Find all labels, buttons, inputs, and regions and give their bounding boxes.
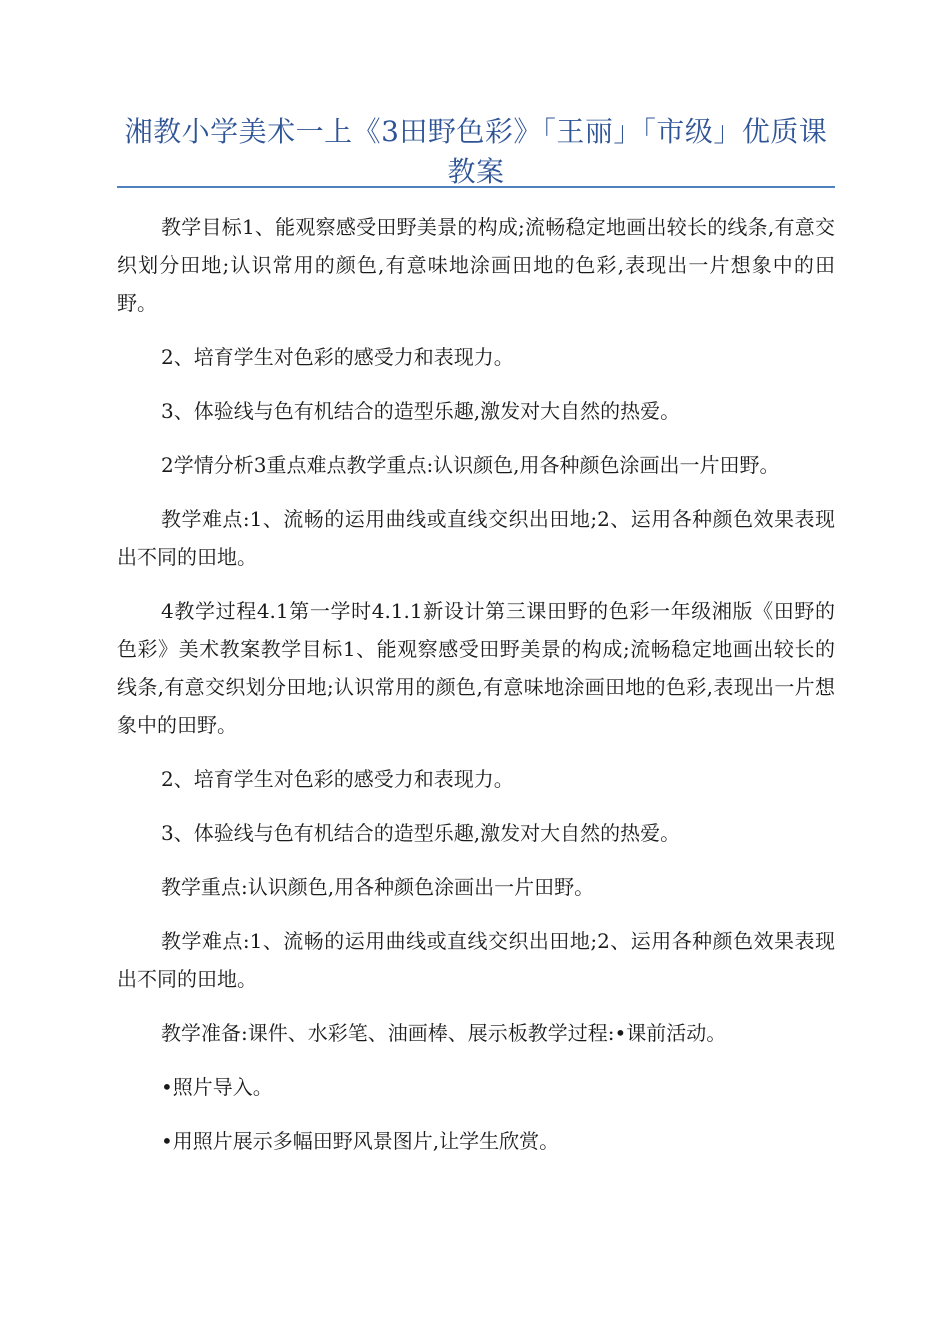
paragraph-objective-2: 2、培育学生对色彩的感受力和表现力。 (161, 345, 514, 369)
document-title: 湘教小学美术一上《3田野色彩》「王丽」「市级」优质课教案 (124, 115, 828, 188)
paragraph-photo-intro: •照片导入。 (161, 1075, 273, 1099)
paragraph-photo-display: •用照片展示多幅田野风景图片,让学生欣赏。 (161, 1129, 560, 1153)
paragraph-objective-2-repeat: 2、培育学生对色彩的感受力和表现力。 (161, 767, 514, 791)
paragraph-key-point: 教学重点:认识颜色,用各种颜色涂画出一片田野。 (161, 875, 595, 899)
paragraph-teaching-process: 4教学过程4.1第一学时4.1.1新设计第三课田野的色彩一年级湘版《田野的色彩》美术教案教学目标1、能观察感受田野美景的构成;流畅稳定地画出较长的线条,有意交织划分田地;认识常用的颜色,有意味地涂画田地的色彩,表现出一片想象中的田野。 (117, 599, 835, 737)
document-body (117, 208, 835, 1176)
paragraph-difficulties-repeat: 教学难点:1、流畅的运用曲线或直线交织出田地;2、运用各种颜色效果表现出不同的田地。 (117, 929, 835, 991)
paragraph-objectives: 教学目标1、能观察感受田野美景的构成;流畅稳定地画出较长的线条,有意交织划分田地;认识常用的颜色,有意味地涂画田地的色彩,表现出一片想象中的田野。 (117, 215, 835, 315)
paragraph-objective-3-repeat: 3、体验线与色有机结合的造型乐趣,激发对大自然的热爱。 (161, 821, 681, 845)
paragraph-objective-3: 3、体验线与色有机结合的造型乐趣,激发对大自然的热爱。 (161, 399, 681, 423)
paragraph-key-points: 2学情分析3重点难点教学重点:认识颜色,用各种颜色涂画出一片田野。 (161, 453, 780, 477)
paragraph-preparation: 教学准备:课件、水彩笔、油画棒、展示板教学过程:•课前活动。 (161, 1021, 727, 1045)
title-underline (117, 186, 835, 188)
paragraph-difficulties: 教学难点:1、流畅的运用曲线或直线交织出田地;2、运用各种颜色效果表现出不同的田地。 (117, 507, 835, 569)
